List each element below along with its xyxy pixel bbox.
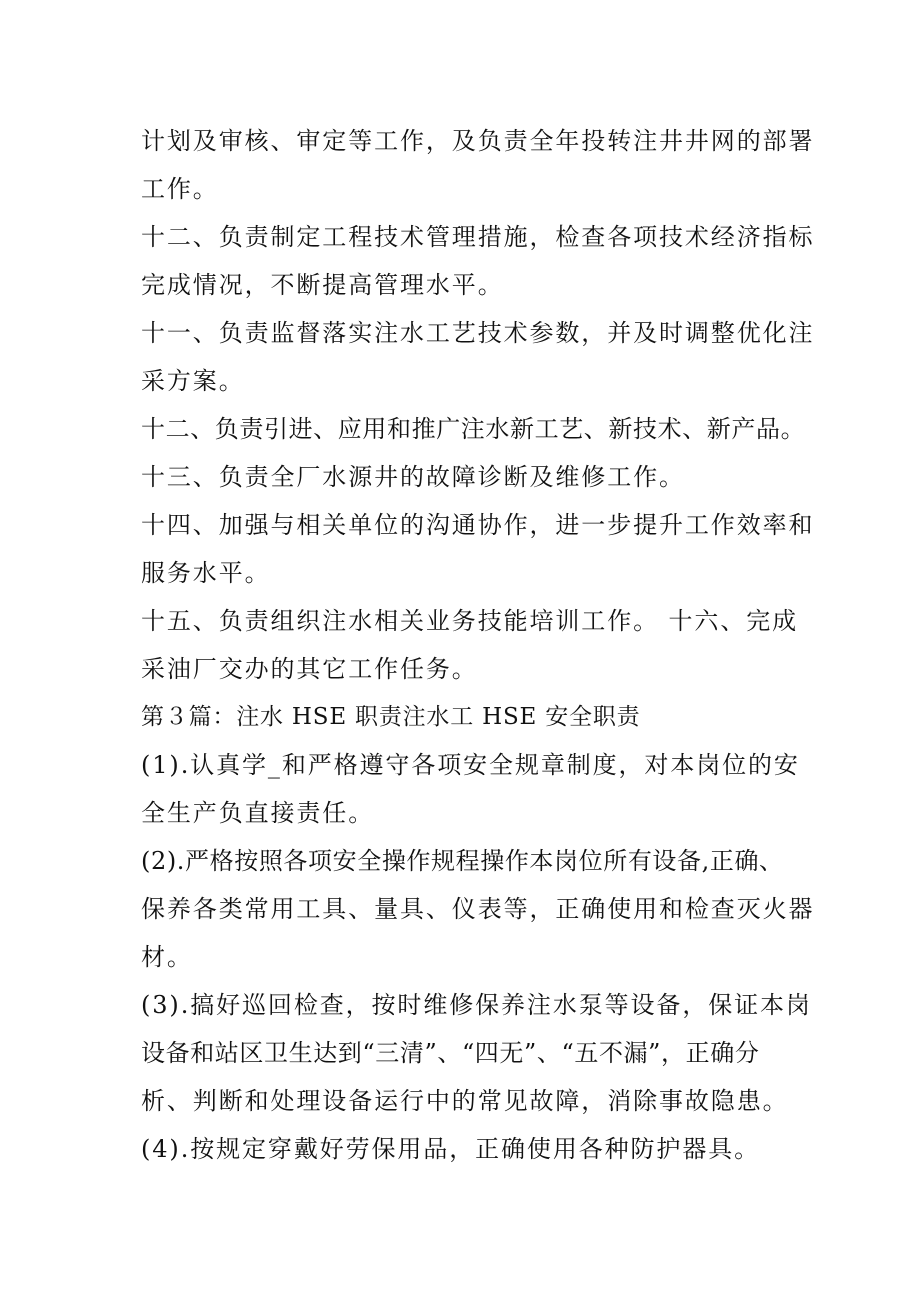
- text-line: 十四、加强与相关单位的沟通协作，进一步提升工作效率和: [141, 511, 815, 539]
- text-line: 服务水平。: [141, 559, 271, 587]
- text-line: 保养各类常用工具、量具、仪表等，正确使用和检查灭火器: [141, 895, 815, 923]
- document-body: [141, 117, 815, 1173]
- text-line: 十二、负责制定工程技术管理措施，检查各项技术经济指标: [141, 223, 815, 251]
- text-line: 材。: [141, 943, 193, 971]
- text-line: 十五、负责组织注水相关业务技能培训工作。 十六、完成: [141, 607, 799, 635]
- text-line: (4).按规定穿戴好劳保用品，正确使用各种防护器具。: [141, 1135, 761, 1163]
- text-line: 工作。: [141, 175, 219, 203]
- text-line: 全生产负直接责任。: [141, 799, 375, 827]
- text-line: 设备和站区卫生达到“三清”、“四无”、“五不漏”，正确分: [141, 1039, 760, 1067]
- text-line: 析、判断和处理设备运行中的常见故障，消除事故隐患。: [141, 1087, 789, 1115]
- text-line: 十三、负责全厂水源井的故障诊断及维修工作。: [141, 463, 685, 491]
- text-line: 采油厂交办的其它工作任务。: [141, 655, 478, 683]
- text-line: (2).严格按照各项安全操作规程操作本岗位所有设备,正确、: [141, 847, 784, 875]
- text-line: 十二、负责引进、应用和推广注水新工艺、新技术、新产品。: [141, 415, 806, 443]
- text-line: 计划及审核、审定等工作，及负责全年投转注井井网的部署: [141, 127, 815, 155]
- section-heading: 第３篇：注水 HSE 职责注水工 HSE 安全职责: [141, 704, 641, 730]
- text-line: (1).认真学_和严格遵守各项安全规章制度，对本岗位的安: [141, 751, 800, 779]
- text-line: 完成情况，不断提高管理水平。: [141, 271, 504, 299]
- text-line: (3).搞好巡回检查，按时维修保养注水泵等设备，保证本岗: [141, 991, 812, 1019]
- text-line: 十一、负责监督落实注水工艺技术参数，并及时调整优化注: [141, 319, 815, 347]
- text-line: 采方案。: [141, 367, 245, 395]
